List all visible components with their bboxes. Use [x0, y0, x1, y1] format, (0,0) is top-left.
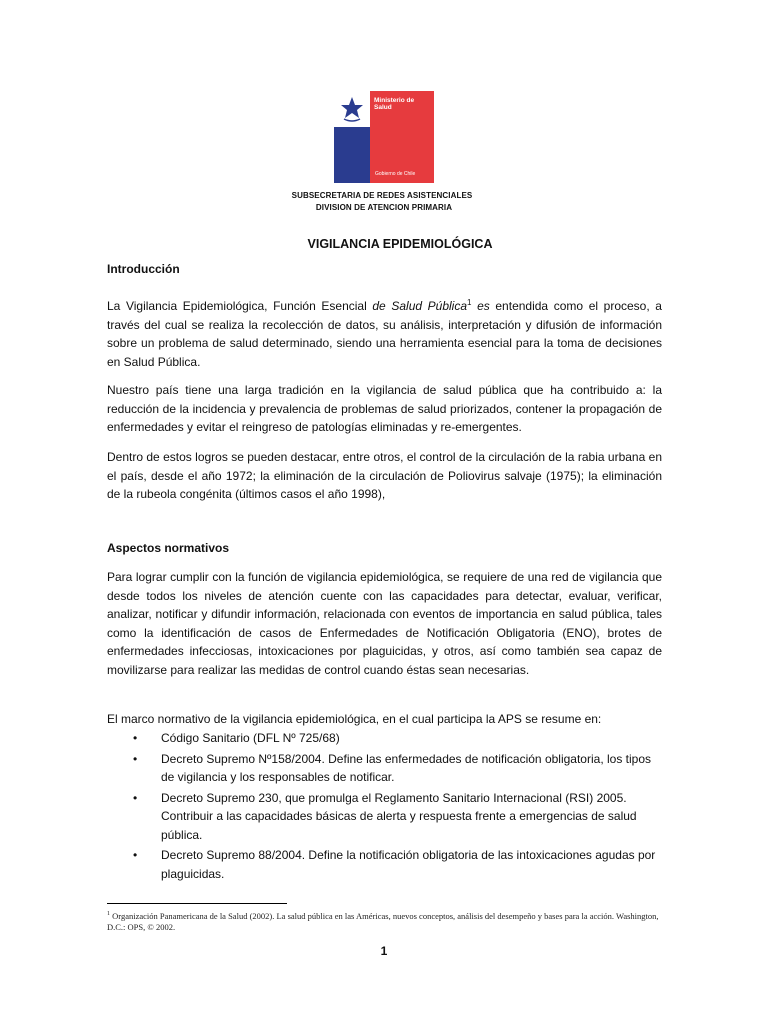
- logo-ministry-text: Ministerio de Salud: [374, 97, 415, 111]
- page-number: 1: [380, 944, 388, 958]
- normative-list: [131, 729, 662, 885]
- logo-red-block: [370, 91, 434, 183]
- bullet: •: [133, 731, 138, 745]
- intro-p1-italic-es: es: [471, 299, 490, 313]
- list-item-text: Decreto Supremo 230, que promulga el Reglamento Sanitario Internacional (RSI) 2005. Contribuir a las capacidades básicas de alerta y respuesta frente a emergencias de salud pública.: [161, 790, 637, 842]
- footnote-text: Organización Panamericana de la Salud (2002). La salud pública en las Américas, nuevos conceptos, análisis del desempeño y bases para la acción. Washington, D.C.: OPS, © 2002.: [107, 910, 659, 932]
- intro-paragraph-1: [107, 294, 662, 371]
- normative-paragraph-1: Para lograr cumplir con la función de vigilancia epidemiológica, se requiere de una red de vigilancia que desde todos los niveles de atención cuente con las capacidades para detectar, evaluar, verificar, analizar, notificar y difundir información, relacionada con eventos de importancia en salud pública, tales como la identificación de casos de Enfermedades de Notificación Obligatoria (ENO), brotes de enfermedades infecciosas, intoxicaciones por plaguicidas, y otros, así como también sea capaz de movilizarse para realizar las medidas de control cuando éstas sean necesarias.: [107, 570, 662, 677]
- intro-paragraph-3: Dentro de estos logros se pueden destacar, entre otros, el control de la circulación de la rabia urbana en el país, desde el año 1972; la eliminación de la circulación de Poliovirus salvaje (1975); la eliminación de la rubeola congénita (últimos casos el año 1998),: [107, 450, 662, 501]
- footnote-ref: 1: [467, 298, 472, 307]
- list-item: [131, 846, 662, 883]
- intro-p1-d: entendida como el proceso, a través del cual se realiza la recolección de datos, su análisis, interpretación y difusión de información sobre un problema de salud determinado, siendo una herramienta esencial para la toma de decisiones en Salud Pública.: [107, 299, 662, 369]
- footnote-marker: 1: [107, 911, 110, 917]
- list-item: [131, 789, 662, 845]
- footnote-divider: [107, 903, 287, 904]
- footnote: [107, 909, 667, 933]
- bullet: •: [133, 848, 138, 862]
- header-subsecretaria: SUBSECRETARIA DE REDES ASISTENCIALES: [291, 191, 473, 200]
- intro-paragraph-2: Nuestro país tiene una larga tradición en la vigilancia de salud pública que ha contribuido a: la reducción de la incidencia y prevalencia de problemas de salud priorizados, contener la propagación de enfermedades y evitar el reingreso de patologías eliminadas y re-emergentes.: [107, 383, 662, 434]
- coat-of-arms-graphic: [338, 95, 366, 123]
- bullet: •: [133, 751, 138, 766]
- normative-heading: Aspectos normativos: [107, 541, 230, 555]
- bullet: •: [133, 790, 138, 805]
- header-division: DIVISION DE ATENCION PRIMARIA: [315, 203, 453, 212]
- intro-p1-italic: de Salud Pública: [372, 299, 468, 313]
- logo-government-text: Gobierno de Chile: [375, 171, 416, 177]
- normative-paragraph-2: El marco normativo de la vigilancia epidemiológica, en el cual participa la APS se resume en:: [107, 712, 602, 726]
- intro-p1-a: La Vigilancia Epidemiológica, Función Esencial: [107, 299, 373, 313]
- logo-blue-block: [334, 127, 370, 183]
- ministry-logo: [334, 91, 434, 183]
- list-item: [131, 729, 662, 748]
- list-item-text: Decreto Supremo 88/2004. Define la notificación obligatoria de las intoxicaciones agudas por plaguicidas.: [161, 848, 656, 881]
- list-item-text: Decreto Supremo Nº158/2004. Define las enfermedades de notificación obligatoria, los tipos de vigilancia y los responsables de notificar.: [161, 751, 652, 784]
- coat-of-arms-icon: [334, 91, 370, 127]
- list-item-text: Código Sanitario (DFL Nº 725/68): [161, 731, 340, 745]
- intro-heading: Introducción: [107, 262, 180, 276]
- logo-flag-left: [334, 91, 370, 183]
- document-title: VIGILANCIA EPIDEMIOLÓGICA: [307, 237, 493, 251]
- list-item: [131, 750, 662, 787]
